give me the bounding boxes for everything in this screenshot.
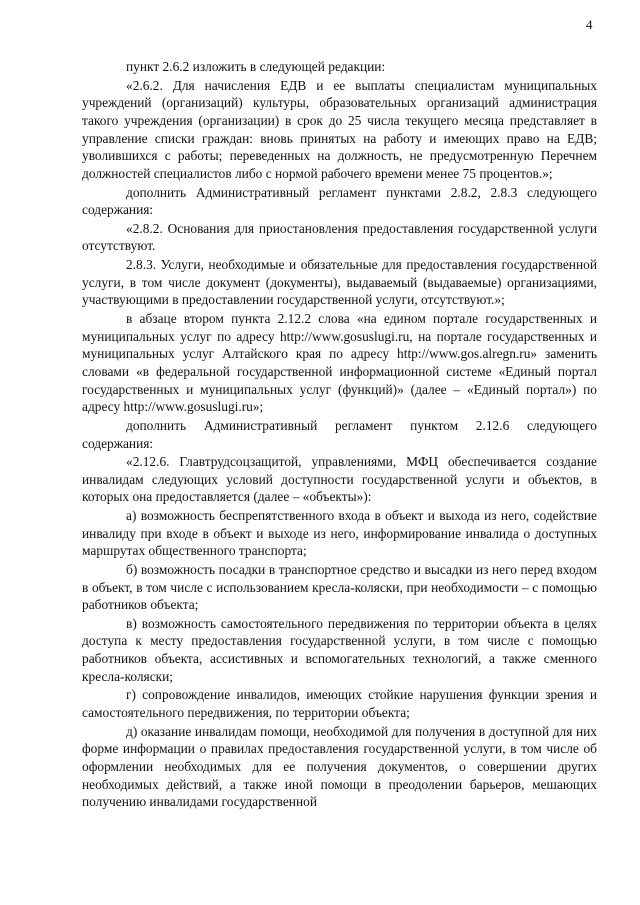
paragraph: пункт 2.6.2 изложить в следующей редакции: <box>126 59 386 74</box>
paragraph: б) возможность посадки в транспортное средство и высадки из него перед входом в объект, в том числе с использованием кресла-коляски, при необходимости – с помощью работников объекта; <box>82 561 597 613</box>
paragraph: в абзаце втором пункта 2.12.2 слова «на едином портале государственных и муниципальных услуг по адресу http://www.gosuslugi.ru, на портале государственных и муниципальных услуг Алтайского края по адресу http://www.gos.alregn.ru» заменить словами «в федеральной государственной информационной системе «Единый портал государственных и муниципальных услуг (функций)» (далее – «Единый портал») по адресу http://www.gosuslugi.ru»; <box>82 310 597 415</box>
paragraph: дополнить Административный регламент пунктом 2.12.6 следующего содержания: <box>82 417 597 451</box>
document-body <box>82 58 597 811</box>
paragraph: «2.6.2. Для начисления ЕДВ и ее выплаты специалистам муниципальных учреждений (организаций) культуры, образовательных организаций администрация такого учреждения (организации) в срок до 25 числа текущего месяца представляет в управление списки граждан: вновь принятых на работу и имеющих право на ЕДВ; уволившихся с работы; переведенных на должность, не предусмотренную Перечнем должностей специалистов либо с нормой рабочего времени менее 75 процентов.»; <box>82 77 597 182</box>
paragraph: д) оказание инвалидам помощи, необходимой для получения в доступной для них форме информации о правилах предоставления государственной услуги, в том числе об оформлении необходимых для ее получения документов, о совершении других необходимых действий, а также иной помощи в преодолении барьеров, мешающих получению инвалидами государственной <box>82 723 597 810</box>
paragraph: 2.8.3. Услуги, необходимые и обязательные для предоставления государственной услуги, в том числе документ (документы), выдаваемый (выдаваемые) организациями, участвующими в предоставлении государственной услуги, отсутствуют.»; <box>82 256 597 308</box>
paragraph: «2.12.6. Главтрудсоцзащитой, управлениями, МФЦ обеспечивается создание инвалидам следующих условий доступности государственной услуги и объектов, в которых она предоставляется (далее – «объекты»): <box>82 454 597 505</box>
paragraph: г) сопровождение инвалидов, имеющих стойкие нарушения функции зрения и самостоятельного передвижения, по территории объекта; <box>82 687 597 721</box>
page-number: 4 <box>586 17 593 32</box>
paragraph: дополнить Административный регламент пунктами 2.8.2, 2.8.3 следующего содержания: <box>82 184 597 218</box>
paragraph: в) возможность самостоятельного передвижения по территории объекта в целях доступа к месту предоставления государственной услуги, в том числе с помощью работников объекта, ассистивных и вспомогательных технологий, а также сменного кресла-коляски; <box>82 615 597 684</box>
paragraph: а) возможность беспрепятственного входа в объект и выхода из него, содействие инвалиду при входе в объект и выходе из него, информирование инвалида о доступных маршрутах общественного транспорта; <box>82 507 597 559</box>
paragraph: «2.8.2. Основания для приостановления предоставления государственной услуги отсутствуют. <box>82 220 597 254</box>
